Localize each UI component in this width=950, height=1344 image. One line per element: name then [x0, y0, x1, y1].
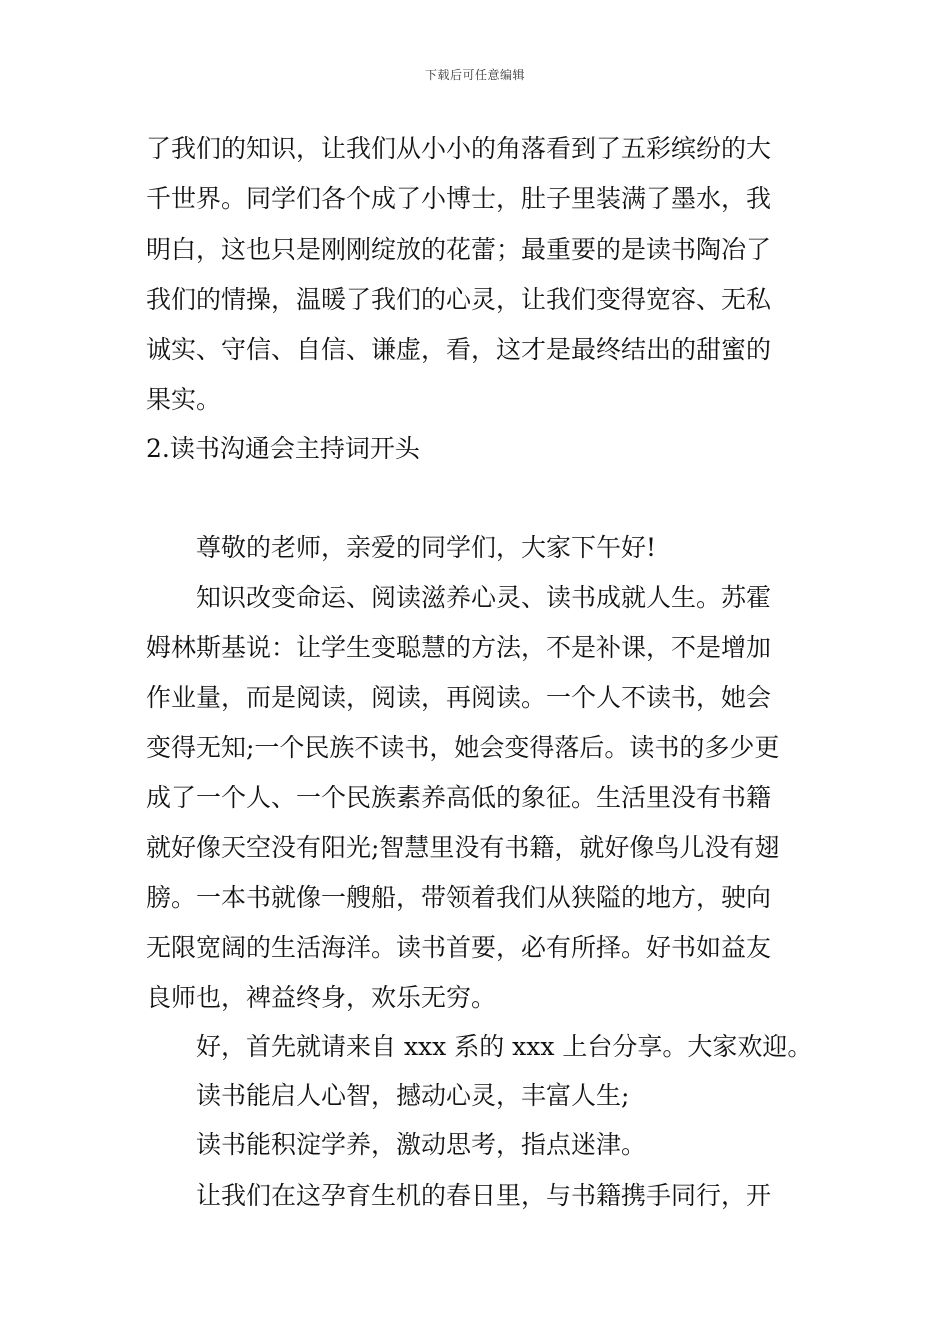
body-line: 诚实、守信、自信、谦虚，看，这才是最终结出的甜蜜的 — [146, 335, 772, 364]
body-line: 良师也，裨益终身，欢乐无穷。 — [146, 983, 497, 1012]
section-heading: 2.读书沟通会主持词开头 — [146, 434, 420, 463]
body-line: 果实。 — [146, 385, 222, 414]
body-line: 变得无知;一个民族不读书，她会变得落后。读书的多少更 — [146, 733, 780, 762]
body-line: 读书能积淀学养，激动思考，指点迷津。 — [196, 1130, 647, 1159]
body-line: 成了一个人、一个民族素养高低的象征。生活里没有书籍 — [146, 783, 772, 812]
body-line: 作业量，而是阅读，阅读，再阅读。一个人不读书，她会 — [146, 683, 772, 712]
body-line: 我们的情操，温暖了我们的心灵，让我们变得宽容、无私 — [146, 285, 772, 314]
body-line: 让我们在这孕育生机的春日里，与书籍携手同行，开 — [196, 1181, 772, 1210]
body-line: 千世界。同学们各个成了小博士，肚子里装满了墨水，我 — [146, 184, 772, 213]
body-line: 无限宽阔的生活海洋。读书首要，必有所择。好书如益友 — [146, 933, 772, 962]
body-line: 明白，这也只是刚刚绽放的花蕾；最重要的是读书陶冶了 — [146, 235, 772, 264]
body-line: 知识改变命运、阅读滋养心灵、读书成就人生。苏霍 — [196, 583, 772, 612]
body-line: 姆林斯基说：让学生变聪慧的方法，不是补课，不是增加 — [146, 633, 772, 662]
body-line: 了我们的知识，让我们从小小的角落看到了五彩缤纷的大 — [146, 134, 772, 163]
page-header: 下载后可任意编辑 — [424, 68, 525, 82]
greeting-line: 尊敬的老师，亲爱的同学们，大家下午好! — [196, 533, 657, 562]
body-line: 膀。一本书就像一艘船，带领着我们从狭隘的地方，驶向 — [146, 883, 772, 912]
body-line: 就好像天空没有阳光;智慧里没有书籍，就好像鸟儿没有翅 — [146, 833, 780, 862]
body-line: 好，首先就请来自 xxx 系的 xxx 上台分享。大家欢迎。 — [196, 1032, 813, 1061]
body-line: 读书能启人心智，撼动心灵，丰富人生; — [196, 1081, 630, 1110]
